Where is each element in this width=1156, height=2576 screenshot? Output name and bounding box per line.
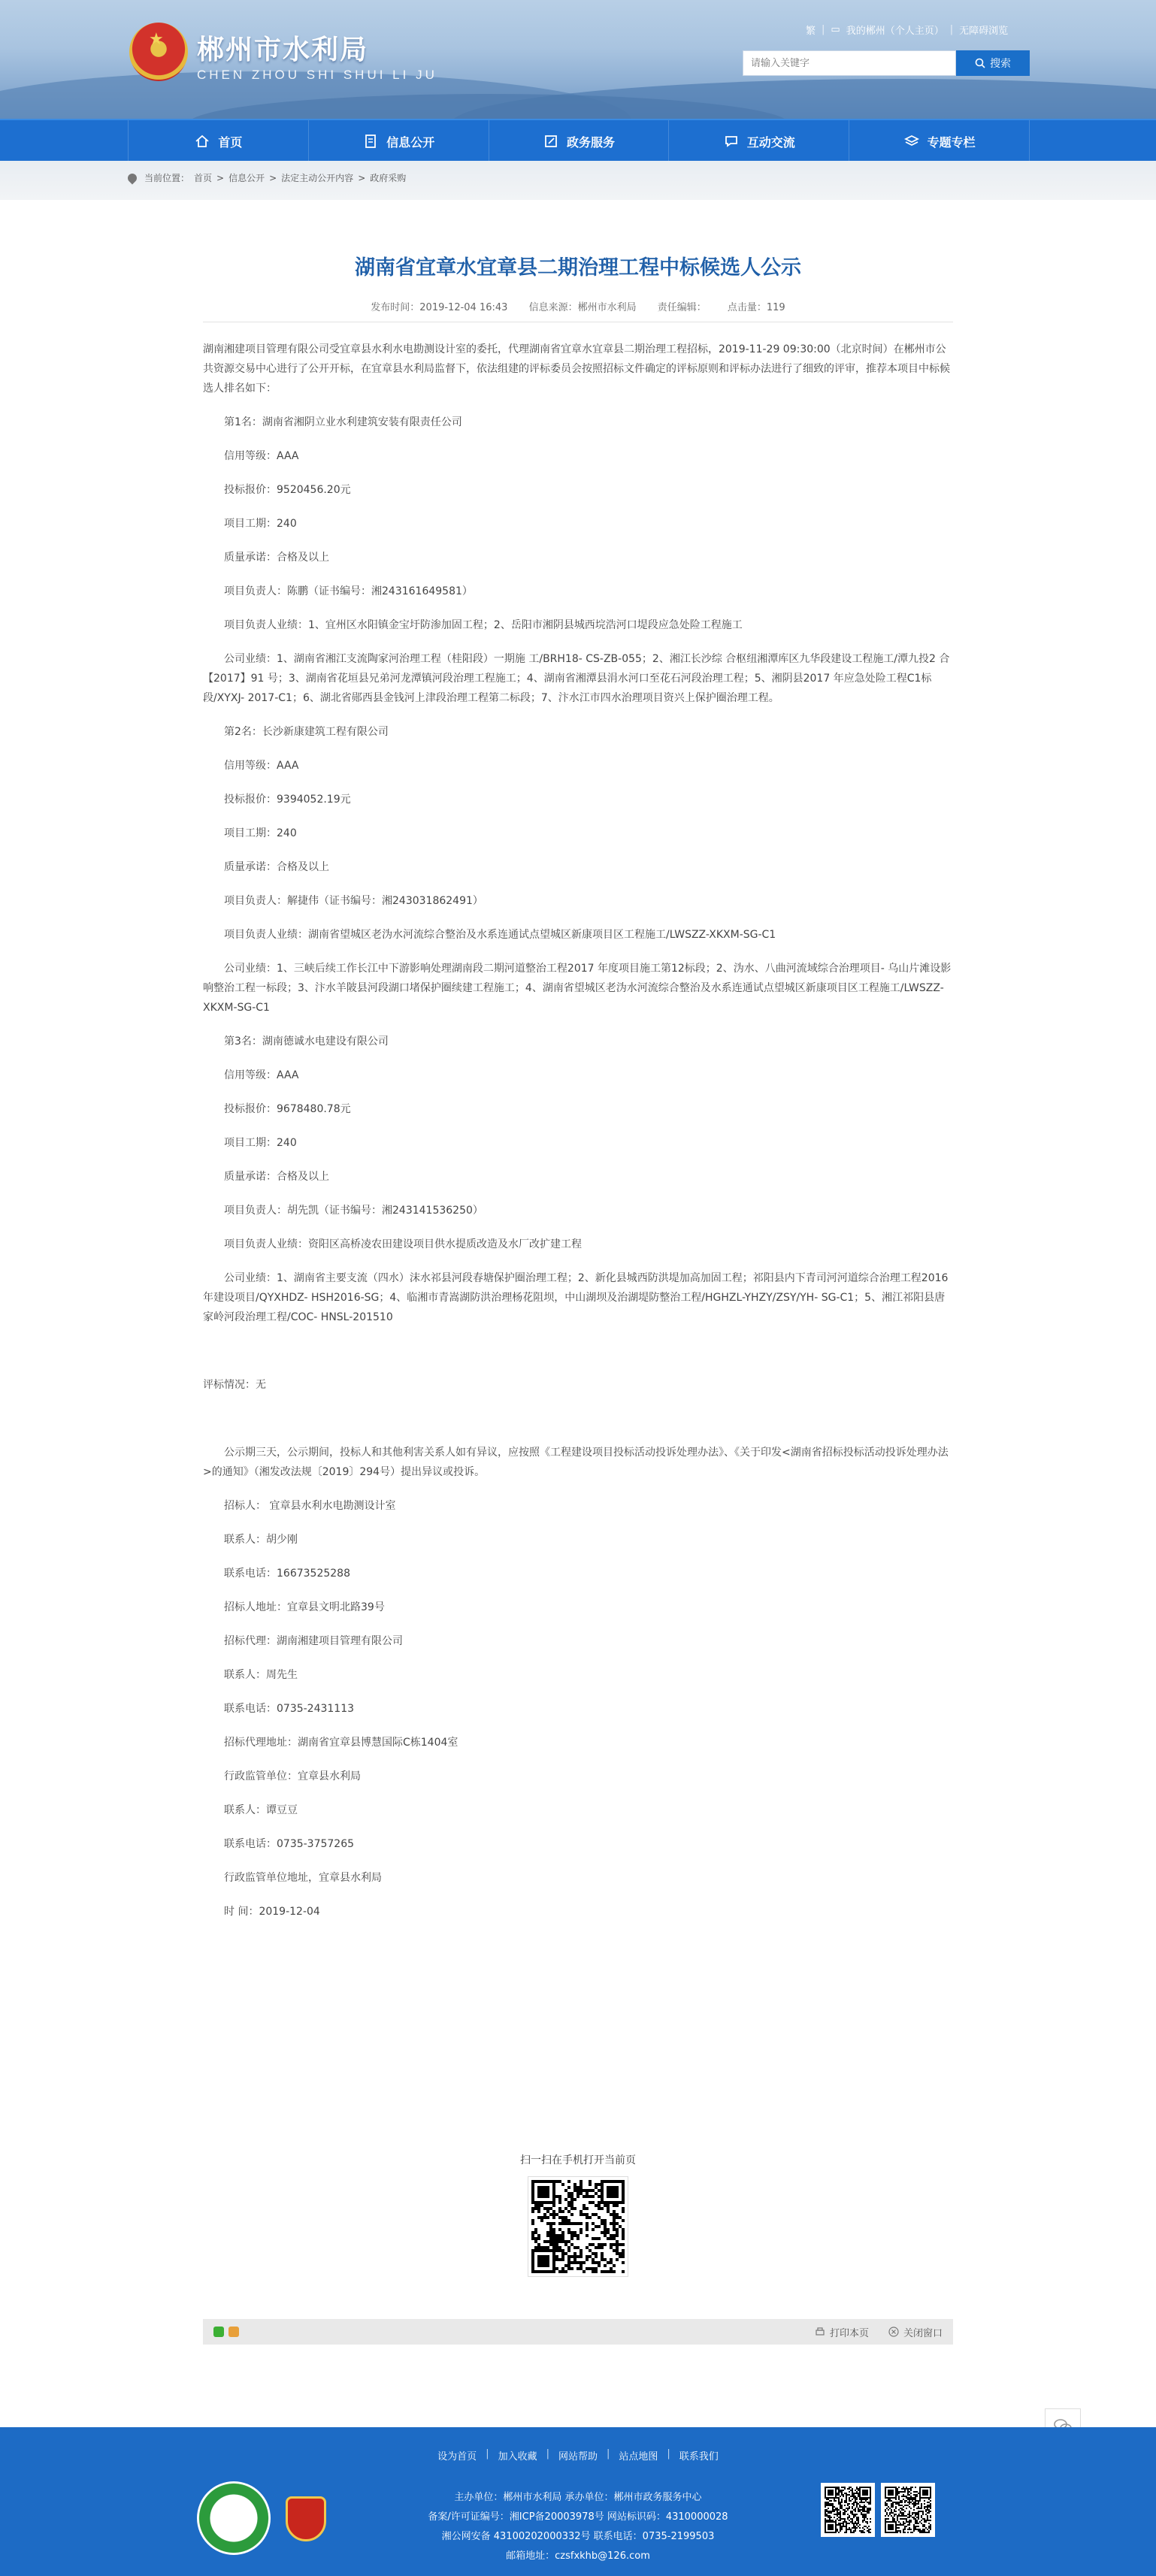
close-icon — [888, 2327, 899, 2337]
article-paragraph: 项目负责人：胡先凯（证书编号：湘243141536250） — [224, 1205, 483, 1217]
qr-code-icon — [528, 2177, 628, 2276]
footer-links — [0, 2448, 1156, 2463]
qr-code-icon — [823, 2485, 873, 2535]
info-source: 信息来源：郴州市水利局 — [528, 302, 637, 313]
edit-icon — [543, 133, 559, 150]
article-paragraph: 投标报价：9678480.78元 — [224, 1103, 351, 1115]
article-paragraph: 公司业绩：1、湖南省主要支流（四水）沫水祁县河段春塘保护圈治理工程；2、新化县城西防洪堤加高加固工程；祁阳县内下青司河河道综合治理工程2016 年建设项目/QYXHDZ- HSH2016-SG；4、临湘市青嵩湖防洪治理杨花阻坝，中山湖坝及治湖堤防整治工程/HGHZL-YHZY/ZSY/YH- SG-C1；5、湘江祁阳县唐家岭河段治理工程/COC- HNSL-201510 — [203, 1272, 949, 1323]
site-title[interactable]: 郴州市水利局 — [197, 35, 369, 65]
article-paragraph: 项目负责人业绩：1、宜州区水阳镇金宝圩防渗加固工程；2、岳阳市湘阴县城西垸浩河口堤段应急处险工程施工 — [224, 619, 743, 631]
share-icons — [213, 2327, 239, 2337]
article-paragraph: 项目负责人：陈鹏（证书编号：湘243161649581） — [224, 585, 473, 597]
breadcrumb-separator: > — [216, 172, 225, 183]
print-icon — [815, 2327, 825, 2337]
footer-link-set-home[interactable]: 设为首页 — [437, 2451, 477, 2463]
article-meta — [0, 299, 1156, 313]
article-paragraph: 信用等级：AAA — [224, 1069, 299, 1081]
nav-item-label: 专题专栏 — [927, 135, 976, 150]
qr-caption: 扫一扫在手机打开当前页 — [520, 2154, 636, 2166]
footer-qr-code — [881, 2483, 935, 2537]
paragraph-spacer — [203, 1409, 955, 1443]
monitor-icon: ▭ — [831, 24, 840, 35]
article-paragraph: 联系电话：16673525288 — [224, 1568, 350, 1580]
publish-time: 发布时间：2019-12-04 16:43 — [371, 302, 508, 313]
footer-email: 邮箱地址：czsfxkhb@126.com — [506, 2550, 650, 2562]
search-button-label: 搜索 — [990, 58, 1011, 70]
view-count: 点击量：119 — [727, 302, 785, 313]
print-label: 打印本页 — [829, 2327, 869, 2339]
article-paragraph: 第3名：湖南德诚水电建设有限公司 — [224, 1036, 389, 1048]
divider: | — [607, 2448, 610, 2460]
share-bar — [203, 2319, 953, 2345]
nav-item-home[interactable] — [128, 120, 309, 162]
main-nav — [0, 119, 1156, 161]
article-paragraph: 联系电话：0735-2431113 — [224, 1703, 355, 1715]
article-paragraph: 项目负责人业绩：湖南省望城区老沩水河流综合整治及水系连通试点望城区新康项目区工程施工/LWSZZ-XKXM-SG-C1 — [224, 929, 776, 941]
qr-code-icon — [883, 2485, 933, 2535]
breadcrumb-item-info[interactable]: 信息公开 — [228, 173, 265, 183]
article-paragraph: 投标报价：9520456.20元 — [224, 484, 351, 496]
editor: 责任编辑： — [657, 302, 707, 313]
search-box — [743, 50, 1030, 76]
nav-item-special-topics[interactable] — [849, 120, 1030, 162]
chat-icon — [723, 133, 740, 150]
article-title: 湖南省宜章水宜章县二期治理工程中标候选人公示 — [355, 256, 801, 280]
nav-item-info-disclosure[interactable] — [309, 120, 489, 162]
footer-icp[interactable]: 备案/许可证编号：湘ICP备20003978号 网站标识码：4310000028 — [428, 2511, 728, 2523]
divider: | — [546, 2448, 549, 2460]
divider: | — [822, 24, 825, 35]
article-paragraph: 项目工期：240 — [224, 827, 297, 839]
breadcrumb-separator: > — [269, 172, 277, 183]
search-button[interactable] — [956, 50, 1030, 76]
nav-item-gov-service[interactable] — [489, 120, 670, 162]
article-paragraph: 质量承诺：合格及以上 — [224, 861, 329, 873]
article-paragraph: 质量承诺：合格及以上 — [224, 1171, 329, 1183]
breadcrumb-item-procurement[interactable]: 政府采购 — [370, 173, 407, 183]
article-paragraph: 时 间：2019-12-04 — [224, 1906, 320, 1918]
site-footer — [0, 2427, 1156, 2576]
footer-link-sitemap[interactable]: 站点地图 — [619, 2451, 658, 2463]
location-pin-icon — [126, 171, 139, 184]
article-paragraph: 第1名：湖南省湘阴立业水利建筑安装有限责任公司 — [224, 416, 462, 428]
footer-link-favorite[interactable]: 加入收藏 — [498, 2451, 537, 2463]
article-paragraph: 联系电话：0735-3757265 — [224, 1838, 355, 1850]
breadcrumb — [128, 171, 406, 184]
article-paragraph: 项目负责人业绩：资阳区高桥凌农田建设项目供水提质改造及水厂改扩建工程 — [224, 1238, 582, 1250]
article-paragraph: 联系人：周先生 — [224, 1669, 298, 1681]
top-links — [806, 23, 1008, 37]
search-input[interactable] — [743, 50, 956, 76]
breadcrumb-separator: > — [358, 172, 366, 183]
article-paragraph: 公司业绩：1、三峡后续工作长江中下游影响处理湖南段二期河道整治工程2017 年度项目施工第12标段；2、沩水、八曲河流域综合治理项目- 乌山片滩设影响整治工程一标段；3、汴水羊陂县河段湖口堵保护圈续建工程施工；4、湖南省望城区老沩水河流综合整治及水系连通试点望城区新康项目区工程施工/LWSZZ-XKXM-SG-C1 — [203, 963, 952, 1014]
close-label: 关闭窗口 — [903, 2327, 943, 2339]
nav-item-label: 政务服务 — [566, 135, 615, 150]
article-paragraph: 招标代理地址：湖南省宜章县博慧国际C栋1404室 — [224, 1737, 458, 1749]
article-paragraph: 招标人： 宜章县水利水电勘测设计室 — [224, 1500, 396, 1512]
footer-police-record[interactable]: 湘公网安备 43100202000332号 联系电话：0735-2199503 — [441, 2531, 715, 2542]
article-paragraph: 信用等级：AAA — [224, 450, 299, 462]
article-paragraph: 质量承诺：合格及以上 — [224, 552, 329, 564]
nav-item-label: 信息公开 — [386, 135, 435, 150]
article-paragraph: 联系人：谭豆豆 — [224, 1804, 298, 1816]
document-icon — [362, 133, 379, 150]
close-window-button[interactable] — [888, 2325, 943, 2339]
nav-item-interaction[interactable] — [669, 120, 849, 162]
article-paragraph: 联系人：胡少刚 — [224, 1534, 298, 1546]
qr-code — [528, 2176, 628, 2277]
article-paragraph: 项目工期：240 — [224, 518, 297, 530]
traditional-chinese-link[interactable]: 繁 — [806, 26, 816, 37]
footer-organizer: 主办单位：郴州市水利局 承办单位：郴州市政务服务中心 — [454, 2492, 702, 2503]
weibo-share-icon[interactable] — [228, 2327, 239, 2337]
article-paragraph: 第2名：长沙新康建筑工程有限公司 — [224, 726, 389, 738]
article-paragraph: 行政监管单位地址，宜章县水利局 — [224, 1872, 382, 1884]
footer-link-help[interactable]: 网站帮助 — [558, 2451, 598, 2463]
wechat-share-icon[interactable] — [213, 2327, 224, 2337]
article-paragraph: 招标人地址：宜章县文明北路39号 — [224, 1601, 385, 1613]
breadcrumb-item-statutory[interactable]: 法定主动公开内容 — [281, 173, 354, 183]
breadcrumb-item-home[interactable]: 首页 — [194, 173, 213, 183]
home-icon — [194, 133, 210, 150]
paragraph-spacer — [203, 1341, 955, 1375]
divider: | — [949, 24, 954, 35]
share-actions — [815, 2325, 943, 2339]
breadcrumb-prefix: 当前位置： — [144, 173, 190, 183]
article-paragraph: 信用等级：AAA — [224, 760, 299, 772]
divider: | — [667, 2448, 670, 2460]
article-paragraph: 投标报价：9394052.19元 — [224, 794, 351, 806]
article-paragraph: 公司业绩：1、湖南省湘江支流陶家河治理工程（桂阳段）一期施 工/BRH18- CS-ZB-055；2、湘江长沙综 合枢纽湘潭库区九华段建设工程施工/潭九投2 合【2017】91 号；3、湖南省花垣县兄弟河龙潭镇河段治理工程施工；4、湖南省湘潭县涓水河口至花石河段治理工程；5、湘阴县2017 年应急处险工程C1标段/XYXJ- 2017-C1；6、湖北省郧西县金钱河上津段治理工程第二标段；7、汴水江市四水治理项目资兴上保护圈治理工程。 — [203, 653, 950, 704]
article-body — [203, 340, 955, 1936]
site-subtitle: CHEN ZHOU SHI SHUI LI JU — [197, 68, 437, 82]
print-button[interactable] — [815, 2325, 869, 2339]
article-paragraph: 公示期三天，公示期间，投标人和其他利害关系人如有异议，应按照《工程建设项目投标活动投诉处理办法》、《关于印发<湖南省招标投标活动投诉处理办法>的通知》（湘发改法规〔2019〕294号）提出异议或投诉。 — [203, 1447, 949, 1478]
divider: | — [486, 2448, 489, 2460]
emblem-star-icon: ★ — [149, 30, 164, 49]
article-paragraph: 项目工期：240 — [224, 1137, 297, 1149]
nav-item-label: 首页 — [218, 135, 243, 150]
article-paragraph: 项目负责人：解捷伟（证书编号：湘243031862491） — [224, 895, 483, 907]
article-paragraph: 招标代理：湖南湘建项目管理有限公司 — [224, 1635, 403, 1647]
footer-link-contact[interactable]: 联系我们 — [679, 2451, 719, 2463]
layers-icon — [903, 133, 920, 150]
nav-item-label: 互动交流 — [746, 135, 795, 150]
article-paragraph: 湖南湘建项目管理有限公司受宜章县水利水电勘测设计室的委托，代理湖南省宜章水宜章县二期治理工程招标，2019-11-29 09:30:00（北京时间）在郴州市公共资源交易中心进行了公开开标，在宜章县水利局监督下，依法组建的评标委员会按照招标文件确定的评标原则和评标办法进行了细致的评审，推荐本项目中标候选人排名如下： — [203, 343, 950, 395]
article-paragraph: 行政监管单位：宜章县水利局 — [224, 1770, 361, 1782]
footer-qr-code — [821, 2483, 875, 2537]
my-chenzhou-link[interactable]: 我的郴州（个人主页） — [846, 26, 944, 37]
accessibility-link[interactable]: 无障碍浏览 — [959, 26, 1009, 37]
article-paragraph: 评标情况：无 — [203, 1379, 266, 1391]
search-icon — [975, 58, 985, 68]
